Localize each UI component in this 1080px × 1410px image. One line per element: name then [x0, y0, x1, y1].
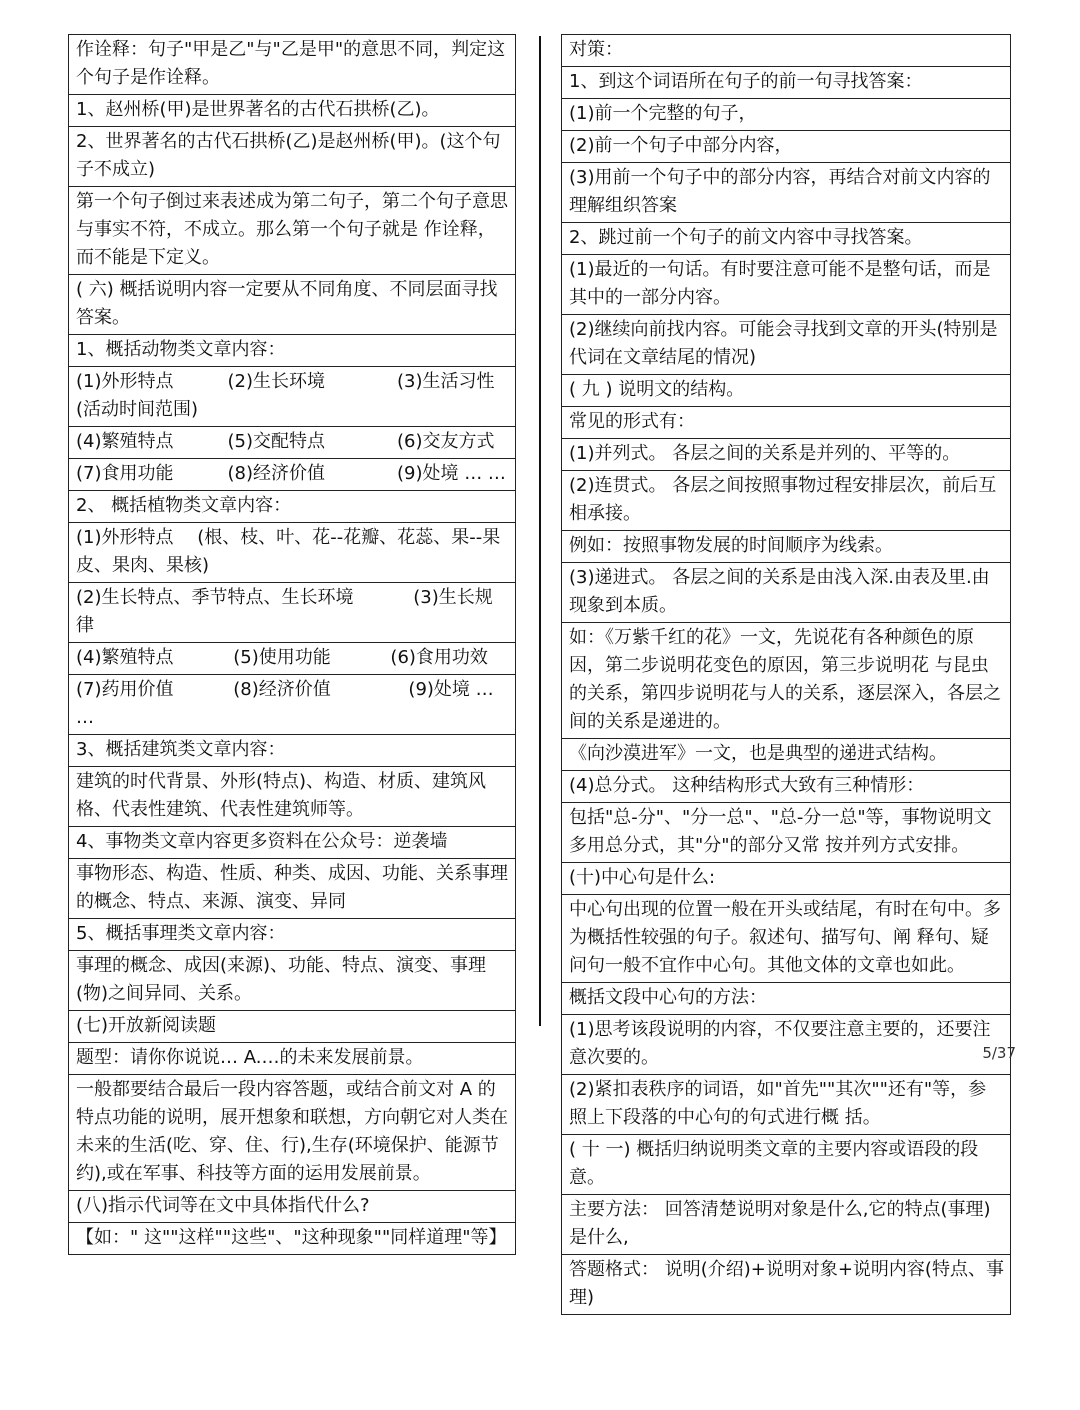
left-cell-17: 事物形态、构造、性质、种类、成因、功能、关系事理的概念、特点、来源、演变、异同 — [69, 858, 515, 918]
right-cell-15: 《向沙漠进军》一文，也是典型的递进式结构。 — [562, 738, 1010, 770]
right-cell-19: 中心句出现的位置一般在开头或结尾，有时在句中。多为概括性较强的句子。叙述句、描写句、阐 释句、疑问句一般不宜作中心句。其他文体的文章也如此。 — [562, 894, 1010, 982]
left-cell-1: 1、赵州桥(甲)是世界著名的古代石拱桥(乙)。 — [69, 94, 515, 126]
right-cell-5: 2、跳过前一个句子的前文内容中寻找答案。 — [562, 222, 1010, 254]
right-column-table — [561, 34, 1011, 1315]
left-cell-22: 一般都要结合最后一段内容答题，或结合前文对 A 的特点功能的说明，展开想象和联想，方向朝它对人类在未来的生活(吃、穿、住、行),生存(环境保护、能源节约),或在军事、科技等方面的运用发展前景。 — [69, 1074, 515, 1190]
left-cell-24: 【如：" 这""这样""这些"、"这种现象""同样道理"等】 — [69, 1222, 515, 1255]
left-cell-10: (1)外形特点 (根、枝、叶、花--花瓣、花蕊、果--果皮、果肉、果核) — [69, 522, 515, 582]
left-cell-0: 作诠释：句子"甲是乙"与"乙是甲"的意思不同，判定这个句子是作诠释。 — [69, 34, 515, 94]
left-cell-21: 题型：请你你说说… A.…的未来发展前景。 — [69, 1042, 515, 1074]
left-column-table — [68, 34, 516, 1255]
left-cell-7: (4)繁殖特点 (5)交配特点 (6)交友方式 — [69, 426, 515, 458]
right-cell-25: 答题格式： 说明(介绍)+说明对象+说明内容(特点、事理) — [562, 1254, 1010, 1315]
right-cell-23: ( 十 一) 概括归纳说明类文章的主要内容或语段的段意。 — [562, 1134, 1010, 1194]
right-cell-16: (4)总分式。 这种结构形式大致有三种情形： — [562, 770, 1010, 802]
right-cell-12: 例如：按照事物发展的时间顺序为线索。 — [562, 530, 1010, 562]
left-cell-5: 1、概括动物类文章内容： — [69, 334, 515, 366]
left-cell-12: (4)繁殖特点 (5)使用功能 (6)食用功效 — [69, 642, 515, 674]
left-cell-16: 4、事物类文章内容更多资料在公众号：逆袭墙 — [69, 826, 515, 858]
right-cell-22: (2)紧扣表秩序的词语，如"首先""其次""还有"等，参照上下段落的中心句的句式进行概 括。 — [562, 1074, 1010, 1134]
page-number: 5/37 — [982, 1044, 1016, 1062]
left-cell-2: 2、世界著名的古代石拱桥(乙)是赵州桥(甲)。(这个句子不成立) — [69, 126, 515, 186]
left-cell-18: 5、概括事理类文章内容： — [69, 918, 515, 950]
right-cell-11: (2)连贯式。 各层之间按照事物过程安排层次，前后互相承接。 — [562, 470, 1010, 530]
right-cell-10: (1)并列式。 各层之间的关系是并列的、平等的。 — [562, 438, 1010, 470]
right-cell-17: 包括"总-分"、"分一总"、"总-分一总"等，事物说明文多用总分式，其"分"的部分又常 按并列方式安排。 — [562, 802, 1010, 862]
right-cell-18: (十)中心句是什么: — [562, 862, 1010, 894]
right-cell-3: (2)前一个句子中部分内容， — [562, 130, 1010, 162]
right-cell-9: 常见的形式有： — [562, 406, 1010, 438]
left-cell-6: (1)外形特点 (2)生长环境 (3)生活习性(活动时间范围) — [69, 366, 515, 426]
left-cell-4: ( 六) 概括说明内容一定要从不同角度、不同层面寻找答案。 — [69, 274, 515, 334]
right-cell-6: (1)最近的一句话。有时要注意可能不是整句话，而是其中的一部分内容。 — [562, 254, 1010, 314]
right-cell-4: (3)用前一个句子中的部分内容，再结合对前文内容的理解组织答案 — [562, 162, 1010, 222]
left-cell-13: (7)药用价值 (8)经济价值 (9)处境 … … — [69, 674, 515, 734]
left-cell-14: 3、概括建筑类文章内容： — [69, 734, 515, 766]
left-cell-20: (七)开放新阅读题 — [69, 1010, 515, 1042]
right-cell-21: (1)思考该段说明的内容，不仅要注意主要的，还要注意次要的。 — [562, 1014, 1010, 1074]
right-cell-1: 1、到这个词语所在句子的前一句寻找答案： — [562, 66, 1010, 98]
left-cell-9: 2、 概括植物类文章内容： — [69, 490, 515, 522]
left-cell-19: 事理的概念、成因(来源)、功能、特点、演变、事理(物)之间异同、关系。 — [69, 950, 515, 1010]
left-cell-3: 第一个句子倒过来表述成为第二句子，第二个句子意思与事实不符，不成立。那么第一个句子就是 作诠释，而不能是下定义。 — [69, 186, 515, 274]
right-cell-0: 对策： — [562, 34, 1010, 66]
right-cell-20: 概括文段中心句的方法： — [562, 982, 1010, 1014]
left-cell-11: (2)生长特点、季节特点、生长环境 (3)生长规律 — [69, 582, 515, 642]
right-cell-8: ( 九 ) 说明文的结构。 — [562, 374, 1010, 406]
right-cell-24: 主要方法： 回答清楚说明对象是什么,它的特点(事理)是什么, — [562, 1194, 1010, 1254]
right-cell-7: (2)继续向前找内容。可能会寻找到文章的开头(特别是代词在文章结尾的情况) — [562, 314, 1010, 374]
left-cell-15: 建筑的时代背景、外形(特点)、构造、材质、建筑风格、代表性建筑、代表性建筑师等。 — [69, 766, 515, 826]
right-cell-13: (3)递进式。 各层之间的关系是由浅入深.由表及里.由现象到本质。 — [562, 562, 1010, 622]
left-cell-23: (八)指示代词等在文中具体指代什么? — [69, 1190, 515, 1222]
left-cell-8: (7)食用功能 (8)经济价值 (9)处境 … … — [69, 458, 515, 490]
right-cell-2: (1)前一个完整的句子， — [562, 98, 1010, 130]
column-divider — [539, 36, 541, 1026]
right-cell-14: 如：《万紫千红的花》一文，先说花有各种颜色的原因，第二步说明花变色的原因，第三步说明花 与昆虫的关系，第四步说明花与人的关系，逐层深入，各层之间的关系是递进的。 — [562, 622, 1010, 738]
